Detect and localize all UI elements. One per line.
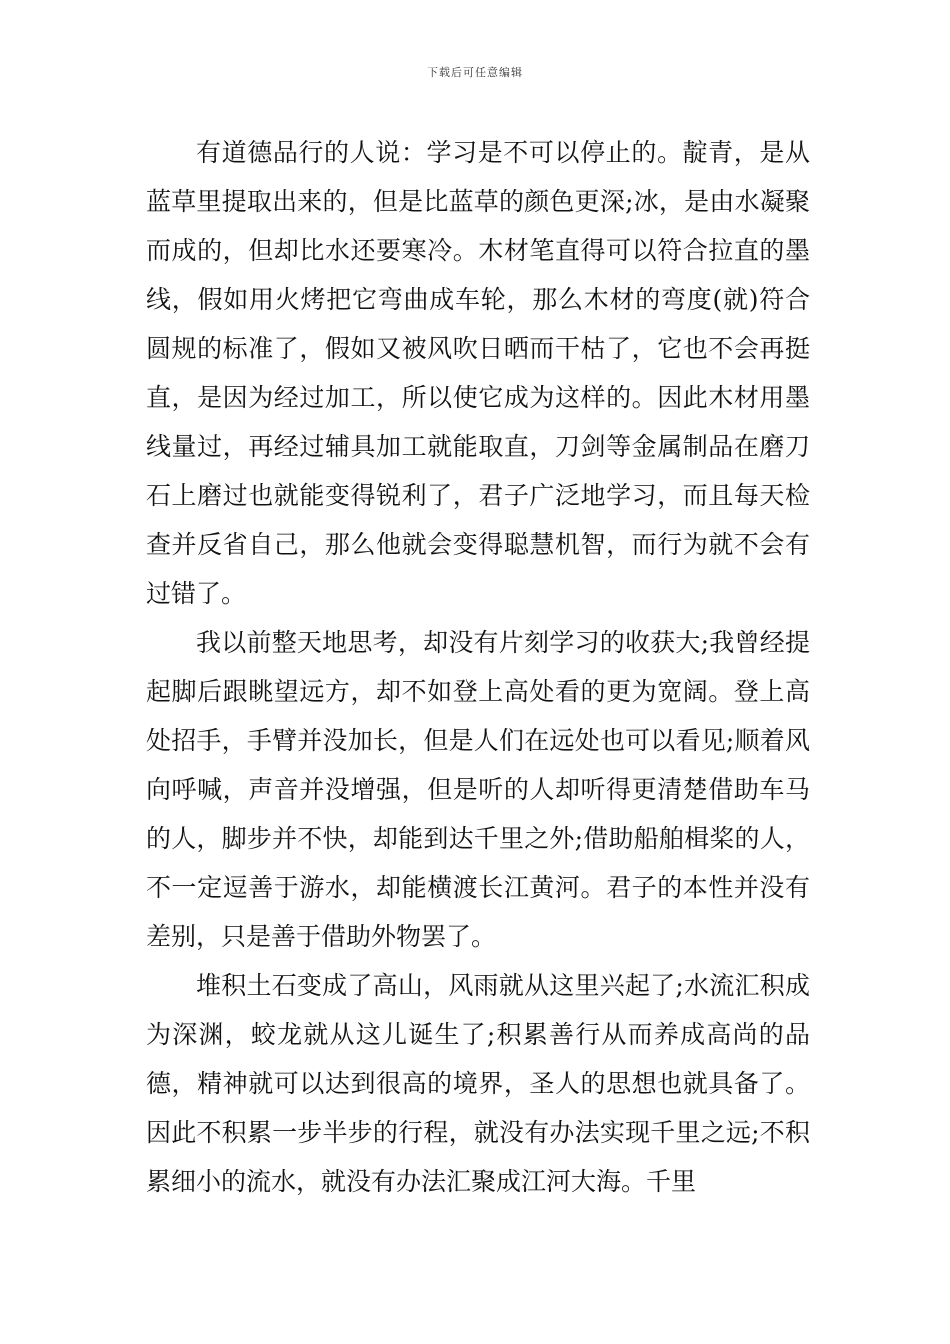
document-body <box>146 128 810 1206</box>
paragraph: 我以前整天地思考，却没有片刻学习的收获大;我曾经提起脚后跟眺望远方，却不如登上高处看的更为宽阔。登上高处招手，手臂并没加长，但是人们在远处也可以看见;顺着风向呼喊，声音并没增强，但是听的人却听得更清楚借助车马的人，脚步并不快，却能到达千里之外;借助船舶楫桨的人，不一定逗善于游水，却能横渡长江黄河。君子的本性并没有差别，只是善于借助外物罢了。 <box>146 628 810 951</box>
page-header: 下载后可任意编辑 <box>427 66 523 79</box>
paragraph: 堆积土石变成了高山，风雨就从这里兴起了;水流汇积成为深渊，蛟龙就从这儿诞生了;积累善行从而养成高尚的品德，精神就可以达到很高的境界，圣人的思想也就具备了。因此不积累一步半步的行程，就没有办法实现千里之远;不积累细小的流水，就没有办法汇聚成江河大海。千里 <box>146 971 810 1196</box>
paragraph: 有道德品行的人说：学习是不可以停止的。靛青，是从蓝草里提取出来的，但是比蓝草的颜色更深;冰，是由水凝聚而成的，但却比水还要寒冷。木材笔直得可以符合拉直的墨线，假如用火烤把它弯曲成车轮，那么木材的弯度(就)符合圆规的标准了，假如又被风吹日晒而干枯了，它也不会再挺直，是因为经过加工，所以使它成为这样的。因此木材用墨线量过，再经过辅具加工就能取直，刀剑等金属制品在磨刀石上磨过也就能变得锐利了，君子广泛地学习，而且每天检查并反省自己，那么他就会变得聪慧机智，而行为就不会有过错了。 <box>146 138 810 608</box>
